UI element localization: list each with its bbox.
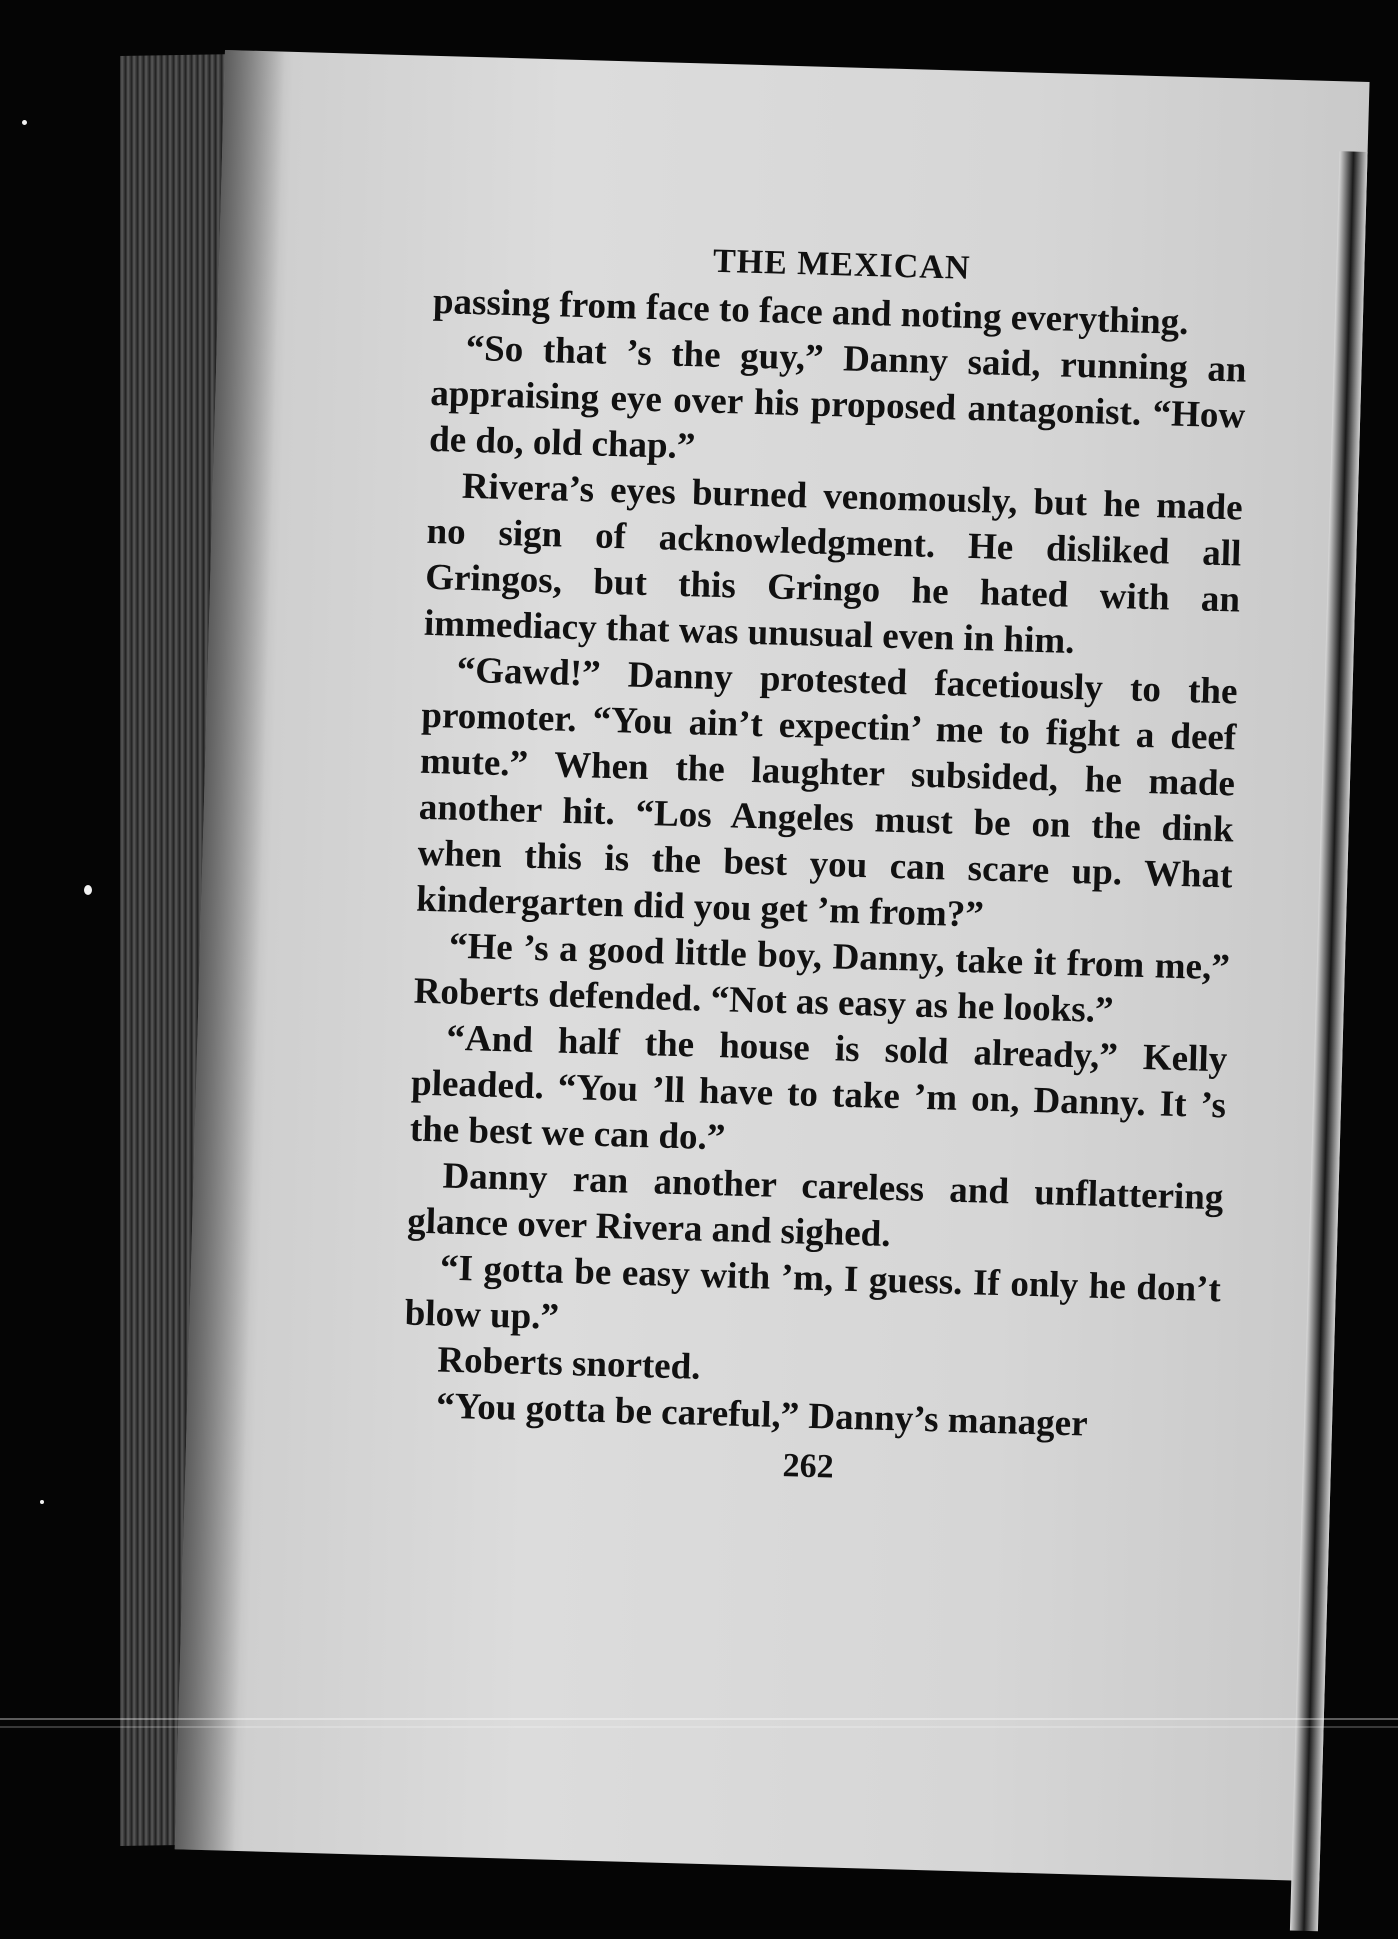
paragraph: Rivera’s eyes burned venomously, but he made no sign of acknowledgment. He disliked all Gringos, but this Gringo he hated with an immediacy that was unusual even in him.: [423, 465, 1244, 662]
page-text: [400, 231, 1250, 1501]
paragraph: “So that ’s the guy,” Danny said, running an appraising eye over his proposed antagonist. “How de do, old chap.”: [428, 327, 1248, 468]
paragraph: “Gawd!” Danny protested facetiously to the promoter. “You ain’t expectin’ me to fight a deef mute.” When the laughter subsided, he made another hit. “Los Angeles must be on the dink when this is the best you can scare up. What kindergarten did you get ’m from?”: [415, 649, 1239, 936]
paragraph: “I gotta be easy with ’m, I guess. If only he don’t blow up.”: [404, 1247, 1222, 1338]
paragraph: Danny ran another careless and unflattering glance over Rivera and sighed.: [406, 1155, 1224, 1256]
paragraph: passing from face to face and noting everything.: [432, 280, 1190, 344]
paragraph: “He ’s a good little boy, Danny, take it from me,” Roberts defended. “Not as easy as he looks.”: [413, 925, 1231, 1032]
dust-speck: [84, 885, 92, 895]
page-number: 262: [782, 1447, 835, 1486]
running-head: THE MEXICAN: [712, 242, 971, 287]
scan-artifact-line: [0, 1726, 1398, 1728]
scan-artifact-line: [0, 1718, 1398, 1720]
dust-speck: [40, 1500, 44, 1504]
paragraph: “And half the house is sold already,” Kelly pleaded. “You ’ll have to take ’m on, Danny. It ’s the best we can do.”: [409, 1017, 1228, 1159]
book-page: [175, 50, 1370, 1881]
paragraph: Roberts snorted.: [436, 1339, 702, 1388]
facing-page-edge: [1290, 151, 1368, 1931]
paragraph: “You gotta be careful,” Danny’s manager: [435, 1385, 1089, 1445]
dust-speck: [22, 120, 27, 125]
